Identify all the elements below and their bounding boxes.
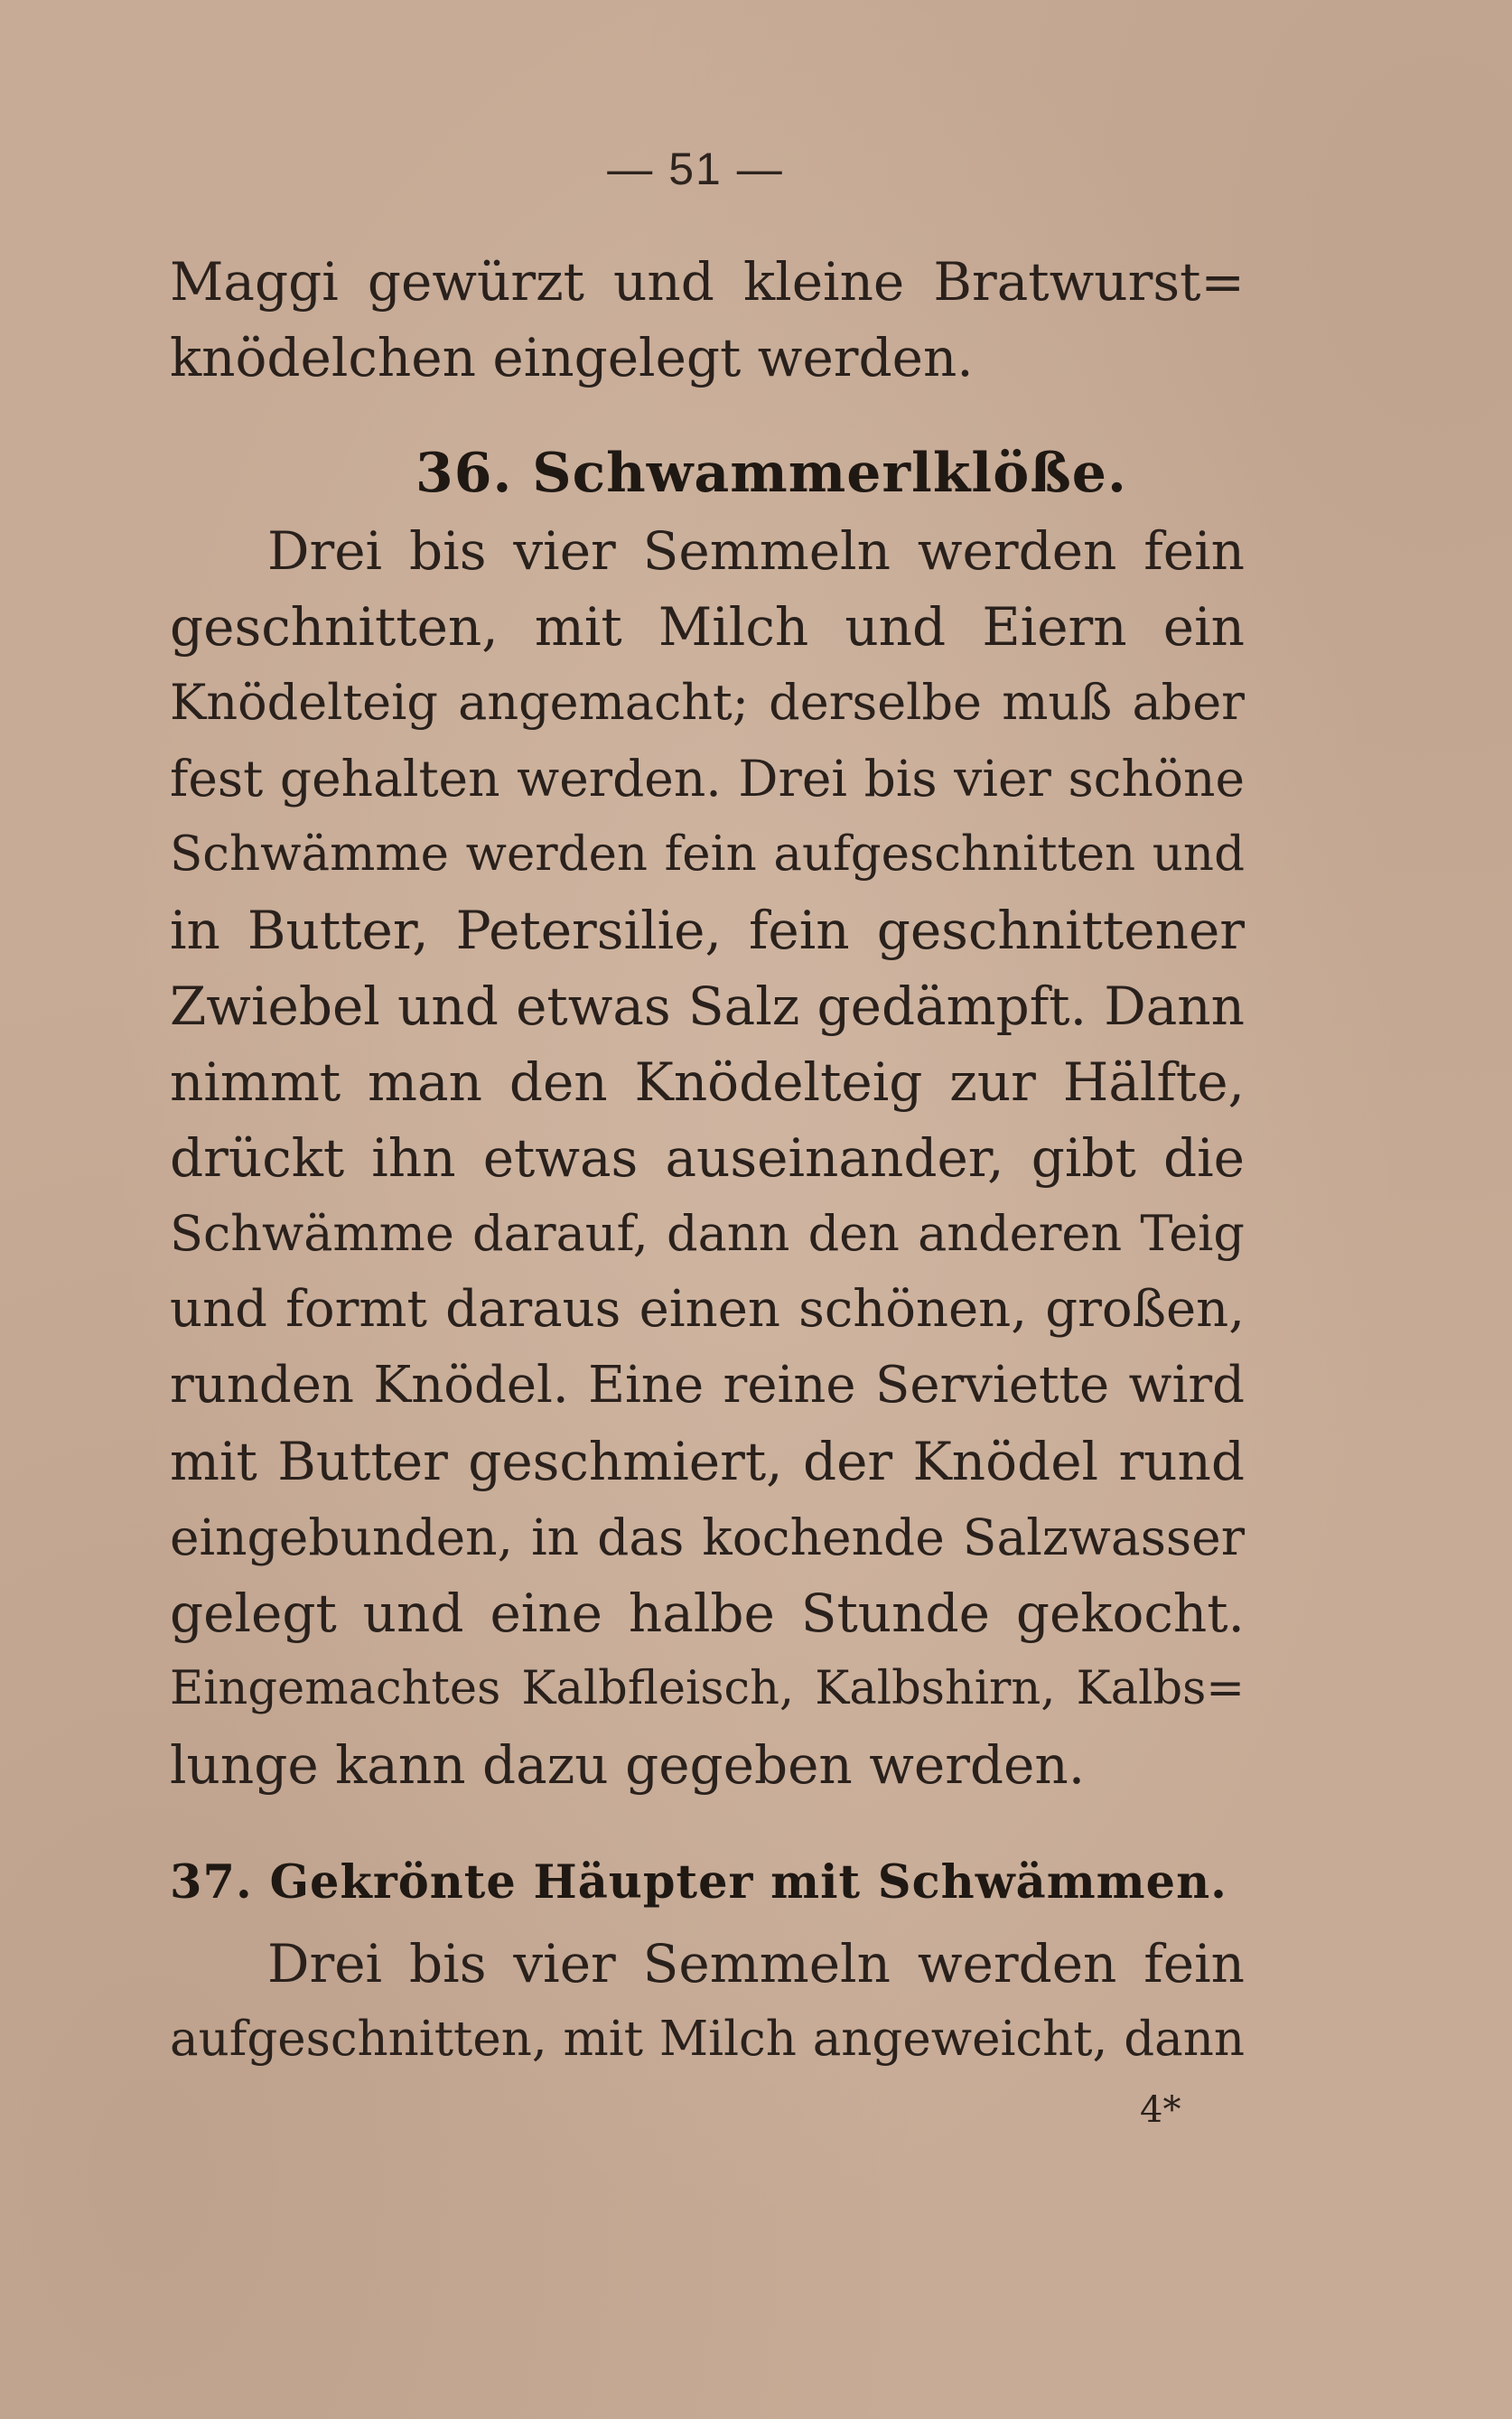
recipe-37-line-1: Drei bis vier Semmeln werden fein <box>267 1933 1245 1994</box>
continuation-line-2: knödelchen eingelegt werden. <box>170 327 974 388</box>
recipe-36-line-1: Drei bis vier Semmeln werden fein <box>267 520 1245 582</box>
recipe-36-line-13: mit Butter geschmiert, der Knödel rund <box>170 1431 1245 1492</box>
recipe-36-line-7: Zwiebel und etwas Salz gedämpft. Dann <box>170 976 1245 1037</box>
signature-mark: 4* <box>1140 2089 1181 2131</box>
recipe-36-line-11: und formt daraus einen schönen, großen, <box>170 1280 1245 1339</box>
continuation-line-1: Maggi gewürzt und kleine Bratwurst= <box>170 251 1245 313</box>
recipe-36-line-9: drückt ihn etwas auseinander, gibt die <box>170 1127 1245 1189</box>
recipe-36-line-3: Knödelteig angemacht; derselbe muß aber <box>170 674 1245 731</box>
recipe-36-line-6: in Butter, Petersilie, fein geschnittener <box>170 900 1245 961</box>
recipe-37-line-2: aufgeschnitten, mit Milch angeweicht, dann <box>170 2012 1245 2067</box>
recipe-36-line-2: geschnitten, mit Milch und Eiern ein <box>170 596 1245 658</box>
recipe-36-line-14: eingebunden, in das kochende Salzwasser <box>170 1508 1245 1566</box>
recipe-37-title: 37. Gekrönte Häupter mit Schwämmen. <box>170 1855 1227 1910</box>
recipe-36-title: 36. Schwammerlklöße. <box>415 442 1127 505</box>
page-number: — 51 — <box>607 144 784 194</box>
recipe-36-line-17: lunge kann dazu gegeben werden. <box>170 1734 1086 1796</box>
recipe-36-line-16: Eingemachtes Kalbfleisch, Kalbshirn, Kalbs= <box>170 1662 1245 1715</box>
recipe-36-line-5: Schwämme werden fein aufgeschnitten und <box>170 827 1245 882</box>
recipe-36-line-12: runden Knödel. Eine reine Serviette wird <box>170 1356 1245 1415</box>
recipe-36-line-15: gelegt und eine halbe Stunde gekocht. <box>170 1583 1245 1644</box>
recipe-36-line-10: Schwämme darauf, dann den anderen Teig <box>170 1205 1245 1262</box>
recipe-36-line-4: fest gehalten werden. Drei bis vier schöne <box>170 750 1245 808</box>
recipe-36-line-8: nimmt man den Knödelteig zur Hälfte, <box>170 1051 1245 1113</box>
